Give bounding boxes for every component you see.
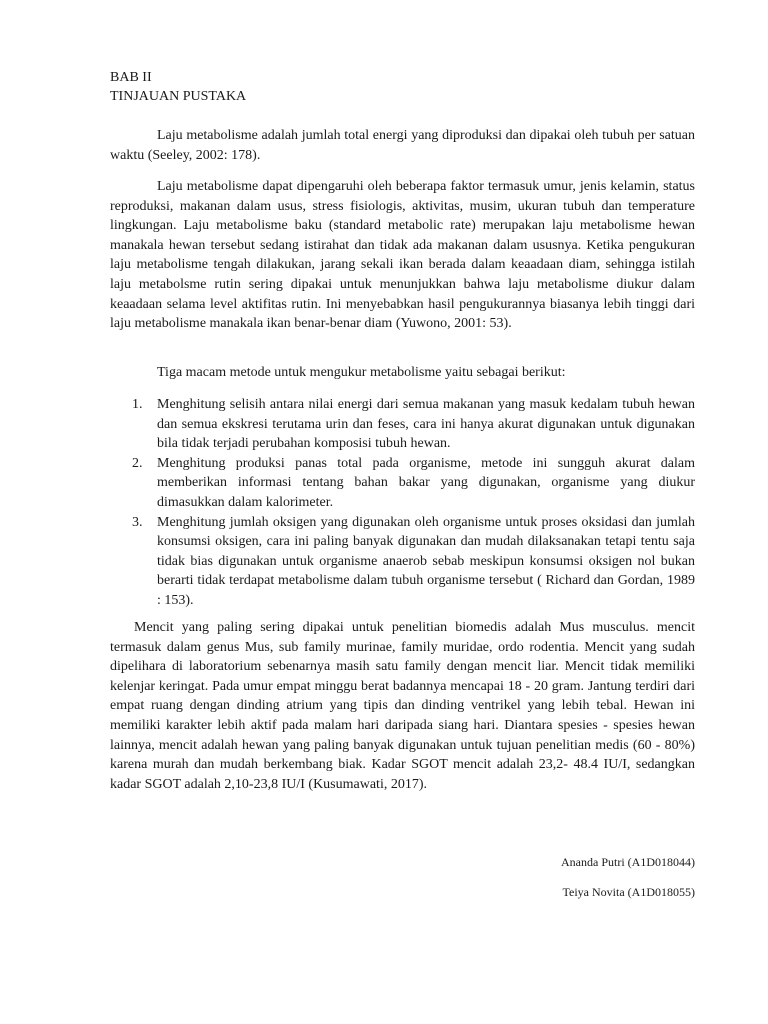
list-number: 1. (132, 397, 143, 412)
list-item (110, 395, 695, 454)
list-item (110, 454, 695, 513)
chapter-number: BAB II (110, 70, 152, 85)
list-item (110, 513, 695, 611)
paragraph-metabolism-factors (110, 177, 695, 334)
list-item-text: Menghitung produksi panas total pada organisme, metode ini sungguh akurat dalam memberikan informasi tentang bahan bakar yang digunakan, organisme yang diukur dimasukkan dalam kalorimeter. (157, 455, 695, 510)
list-item-text: Menghitung selisih antara nilai energi dari semua makanan yang masuk kedalam tubuh hewan dan semua ekskresi terutama urin dan feses, cara ini hanya akurat digunakan untuk digunakan bila tidak terjadi perubahan komposisi tubuh hewan. (157, 397, 695, 452)
paragraph-text: Tiga macam metode untuk mengukur metabolisme yaitu sebagai berikut: (157, 365, 566, 380)
list-number: 2. (132, 455, 143, 471)
chapter-title: TINJAUAN PUSTAKA (110, 89, 247, 104)
paragraph-text: Laju metabolisme adalah jumlah total energi yang diproduksi dan dipakai oleh tubuh per satuan waktu (Seeley, 2002: 178). (110, 128, 695, 163)
paragraph-text: Mencit yang paling sering dipakai untuk penelitian biomedis adalah Mus musculus. mencit termasuk dalam genus Mus, sub family murinae, family muridae, ordo rodentia. Mencit yang sudah dipelihara di laboratorium sebenarnya masih satu family dengan mencit liar. Mencit tidak memiliki kelenjar keringat. Pada umur empat minggu berat badannya mencapai 18 - 20 gram. Jantung terdiri dari empat ruang dengan dinding atrium yang tipis dan dinding ventrikel yang lebih tebal. Hewan ini memiliki karakter lebih aktif pada malam hari daripada siang hari. Diantara spesies - spesies hewan lainnya, mencit adalah hewan yang paling banyak digunakan untuk tujuan penelitian medis (60 - 80%) karena murah dan mudah berkembang biak. Kadar SGOT mencit adalah 23,2- 48.4 IU/I, sedangkan kadar SGOT adalah 2,10-23,8 IU/I (Kusumawati, 2017). (110, 620, 695, 792)
list-item-text: Menghitung jumlah oksigen yang digunakan oleh organisme untuk proses oksidasi dan jumlah konsumsi oksigen, cara ini paling banyak digunakan dan mudah dilaksanakan tetapi tentu saja tidak bias digunakan untuk organisme anaerob sebab meskipun konsumsi oksigen nol bukan berarti tidak terdapat metabolisme dalam tubuh organisme tersebut ( Richard dan Gordan, 1989 : 153). (157, 514, 695, 608)
chapter-heading (110, 68, 246, 106)
methods-list (110, 395, 695, 611)
author-name: Teiya Novita (A1D018055) (562, 885, 695, 899)
author-name: Ananda Putri (A1D018044) (561, 855, 695, 869)
paragraph-mouse-description (110, 618, 695, 794)
paragraph-metabolism-definition (110, 126, 695, 165)
paragraph-methods-intro (110, 363, 695, 383)
list-number: 3. (132, 514, 143, 530)
paragraph-text: Laju metabolisme dapat dipengaruhi oleh beberapa faktor termasuk umur, jenis kelamin, status reproduksi, makanan dalam usus, stress fisiologis, aktivitas, musim, ukuran tubuh dan temperature lingkungan. Laju metabolisme baku (standard metabolic rate) merupakan laju metabolisme hewan manakala hewan tersebut sedang istirahat dan tidak ada makanan dalam ususnya. Ketika pengukuran laju metabolisme tengah dilakukan, jarang sekali ikan berada dalam keaadaan diam, sehingga istilah laju metabolsme rutin sering dipakai untuk menunjukkan bahwa laju metabolisme diukur dalam keaadaan selama level aktifitas rutin. Ini menyebabkan hasil pengukurannya biasanya lebih tinggi dari laju metabolisme manakala ikan benar-benar diam (Yuwono, 2001: 53). (110, 179, 695, 332)
